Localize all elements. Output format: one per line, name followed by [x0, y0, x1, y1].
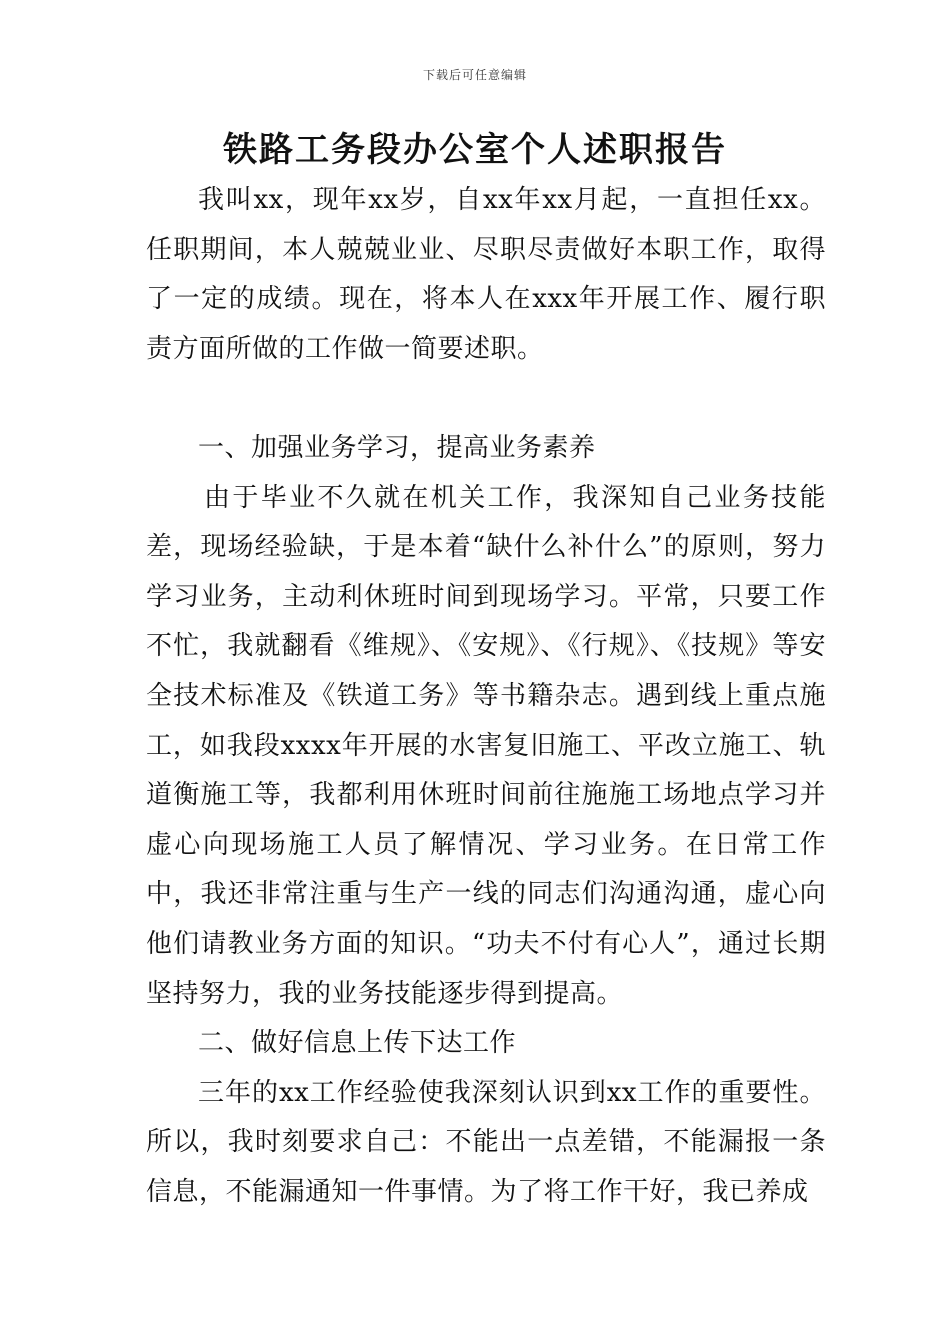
section-heading-1: 一、加强业务学习，提高业务素养	[198, 432, 596, 463]
document-body	[146, 176, 826, 1217]
section-1-paragraph: 由于毕业不久就在机关工作，我深知自己业务技能差，现场经验缺，于是本着“缺什么补什么”的原则，努力学习业务，主动利休班时间到现场学习。平常，只要工作不忙，我就翻看《维规》、《安规》、《行规》、《技规》等安全技术标准及《铁道工务》等书籍杂志。遇到线上重点施工，如我段xxxx年开展的水害复旧施工、平改立施工、轨道衡施工等，我都利用休班时间前往施施工场地点学习并虚心向现场施工人员了解情况、学习业务。在日常工作中，我还非常注重与生产一线的同志们沟通沟通，虚心向他们请教业务方面的知识。“功夫不付有心人”，通过长期坚持努力，我的业务技能逐步得到提高。	[146, 482, 826, 1009]
section-heading-2: 二、做好信息上传下达工作	[198, 1028, 517, 1059]
section-2-paragraph: 三年的xx工作经验使我深刻认识到xx工作的重要性。所以，我时刻要求自己：不能出一点差错，不能漏报一条信息，不能漏通知一件事情。为了将工作干好，我已养成	[146, 1077, 826, 1207]
document-title: 铁路工务段办公室个人述职报告	[223, 130, 727, 170]
paragraph-gap	[146, 374, 826, 424]
intro-paragraph: 我叫xx，现年xx岁，自xx年xx月起，一直担任xx。任职期间，本人兢兢业业、尽职尽责做好本职工作，取得了一定的成绩。现在，将本人在xxx年开展工作、履行职责方面所做的工作做一简要述职。	[146, 185, 826, 364]
header-note: 下载后可任意编辑	[422, 68, 527, 82]
